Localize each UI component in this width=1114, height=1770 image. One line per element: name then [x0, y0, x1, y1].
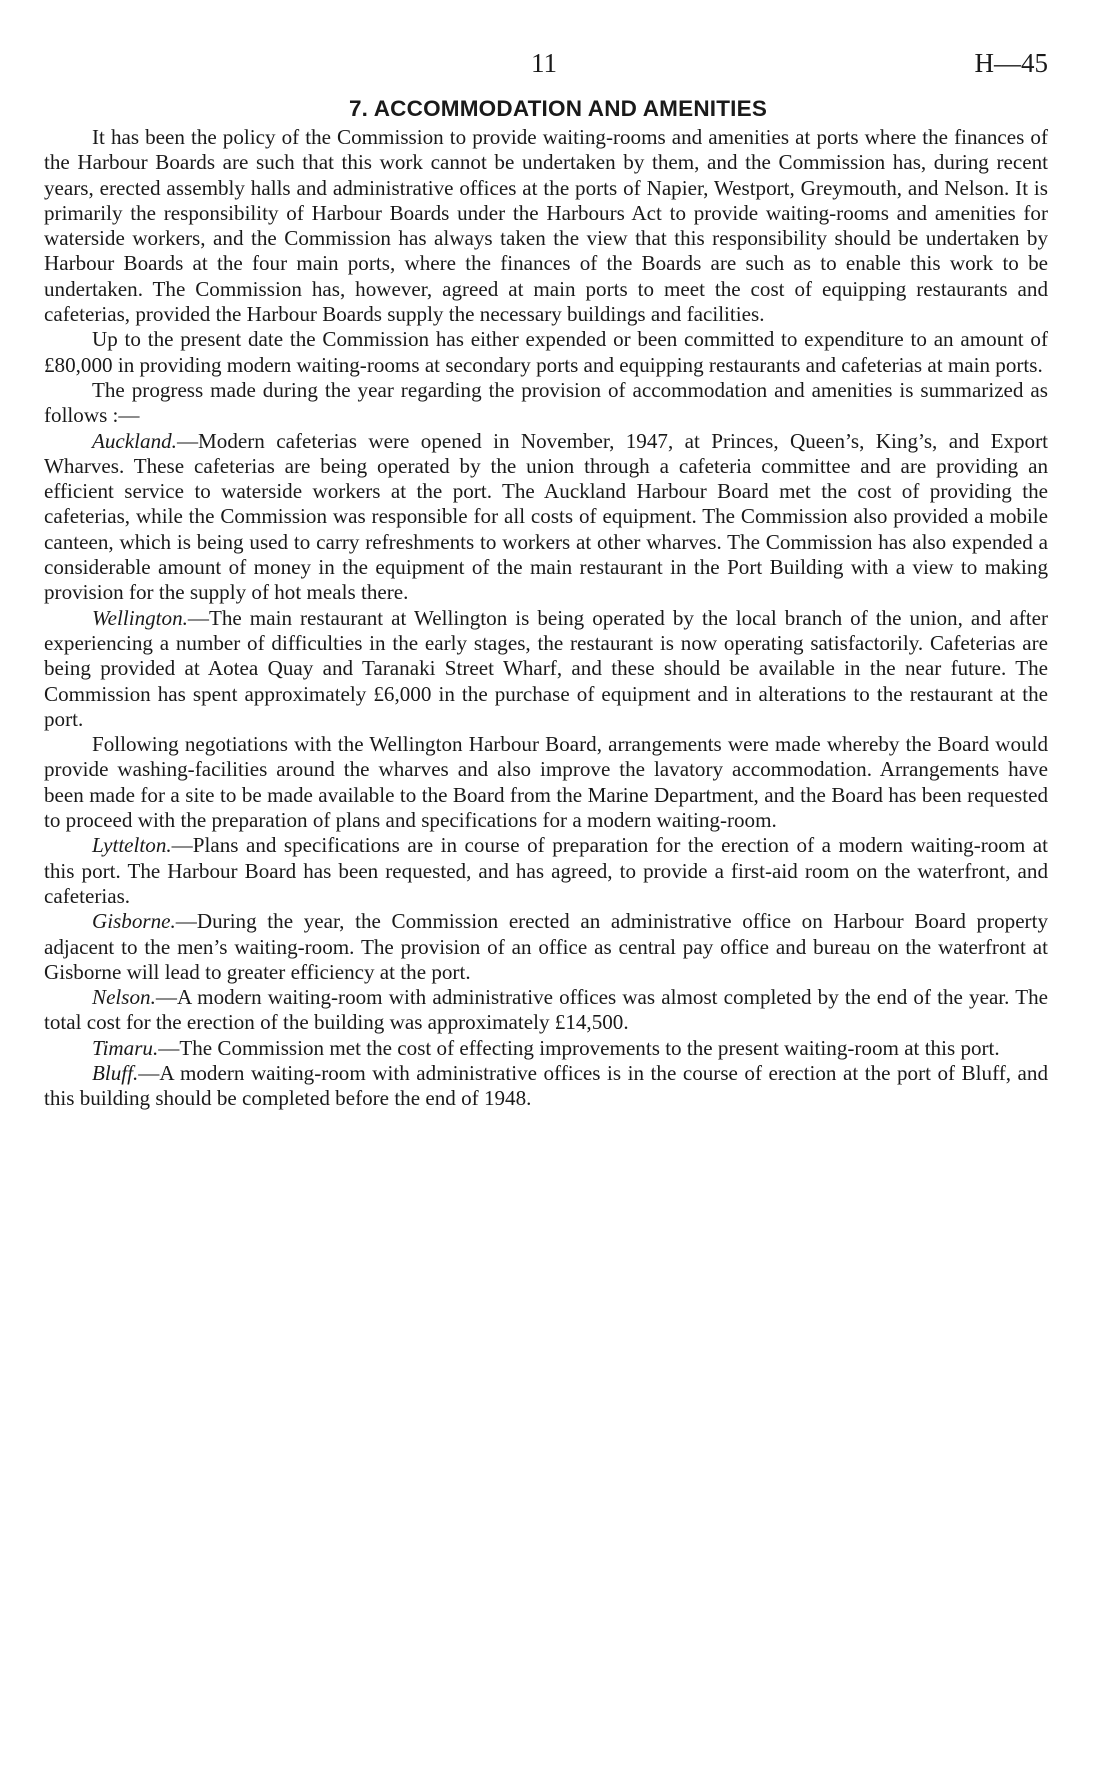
paragraph-gisborne	[44, 909, 1048, 985]
place-heading: Lyttelton.	[92, 833, 172, 858]
place-heading: Bluff.	[92, 1060, 139, 1085]
paragraph-text: The progress made during the year regarding the provision of accommodation and amenities is summarized as follows :—	[44, 377, 1048, 428]
paragraph-auckland	[44, 429, 1048, 606]
paragraph-text: Following negotiations with the Wellington Harbour Board, arrangements were made whereby the Board would provide washing-facilities around the wharves and also improve the lavatory accommodation. Arrangements have been made for a site to be made available to the Board from the Marine Department, and the Board has been requested to proceed with the preparation of plans and specifications for a modern waiting-room.	[44, 732, 1048, 833]
paragraph-wellington	[44, 606, 1048, 732]
paragraph-text: —Plans and specifications are in course of preparation for the erection of a modern waiting-room at this port. The Harbour Board has been requested, and has agreed, to provide a first-aid room on the waterfront, and cafeterias.	[44, 833, 1048, 908]
paragraph-bluff	[44, 1061, 1048, 1112]
paragraph-expenditure	[44, 327, 1048, 378]
page-header	[44, 40, 1048, 80]
paragraph-text: It has been the policy of the Commission to provide waiting-rooms and amenities at ports where the finances of the Harbour Boards are such that this work cannot be undertaken by them, and the Commission has, during recent years, erected assembly halls and administrative offices at the ports of Napier, Westport, Greymouth, and Nelson. It is primarily the responsibility of Harbour Boards under the Harbours Act to provide waiting-rooms and amenities for waterside workers, and the Commission has always taken the view that this responsibility should be undertaken by Harbour Boards at the four main ports, where the finances of the Boards are such as to enable this work to be undertaken. The Commission has, however, agreed at main ports to meet the cost of equipping restaurants and cafeterias, provided the Harbour Boards supply the necessary buildings and facilities.	[44, 125, 1048, 327]
paragraph-text: —During the year, the Commission erected an administrative office on Harbour Board property adjacent to the men’s waiting-room. The provision of an office as central pay office and bureau on the waterfront at Gisborne will lead to greater efficiency at the port.	[44, 909, 1048, 984]
section-body	[44, 125, 1048, 1112]
paragraph-text: —The Commission met the cost of effecting improvements to the present waiting-room at this port.	[158, 1035, 1000, 1060]
document-page	[44, 40, 1048, 1112]
page-number: 11	[531, 48, 557, 78]
paragraph-wellington-negotiations	[44, 732, 1048, 833]
section-title: 7. ACCOMMODATION AND AMENITIES	[348, 96, 768, 121]
paragraph-text: —The main restaurant at Wellington is being operated by the local branch of the union, and after experiencing a number of difficulties in the early stages, the restaurant is now operating satisfactorily. Cafeterias are being provided at Aotea Quay and Taranaki Street Wharf, and these should be available in the near future. The Commission has spent approximately £6,000 in the purchase of equipment and in alterations to the restaurant at the port.	[44, 605, 1048, 731]
paragraph-text: Up to the present date the Commission has either expended or been committed to expenditure to an amount of £80,000 in providing modern waiting-rooms at secondary ports and equipping restaurants and cafeterias at main ports.	[44, 327, 1048, 377]
document-reference: H—45	[974, 48, 1048, 78]
place-heading: Gisborne.	[92, 909, 176, 934]
paragraph-progress	[44, 378, 1048, 429]
paragraph-timaru	[44, 1036, 1048, 1061]
paragraph-text: —Modern cafeterias were opened in November, 1947, at Princes, Queen’s, King’s, and Export Wharves. These cafeterias are being operated by the union through a cafeteria committee and are providing an efficient service to waterside workers at the port. The Auckland Harbour Board met the cost of providing the cafeterias, while the Commission was responsible for all costs of equipment. The Commission also provided a mobile canteen, which is being used to carry refreshments to workers at other wharves. The Commission has also expended a considerable amount of money in the equipment of the main restaurant in the Port Building with a view to making provision for the supply of hot meals there.	[44, 428, 1048, 605]
place-heading: Auckland.	[92, 428, 177, 453]
paragraph-text: —A modern waiting-room with administrative offices was almost completed by the end of the year. The total cost for the erection of the building was approximately £14,500.	[44, 985, 1048, 1035]
place-heading: Nelson.	[92, 985, 156, 1010]
paragraph-lyttelton	[44, 833, 1048, 909]
paragraph-policy	[44, 125, 1048, 327]
paragraph-text: —A modern waiting-room with administrative offices is in the course of erection at the port of Bluff, and this building should be completed before the end of 1948.	[44, 1060, 1048, 1111]
paragraph-nelson	[44, 985, 1048, 1036]
place-heading: Timaru.	[92, 1035, 159, 1060]
place-heading: Wellington.	[92, 605, 188, 630]
